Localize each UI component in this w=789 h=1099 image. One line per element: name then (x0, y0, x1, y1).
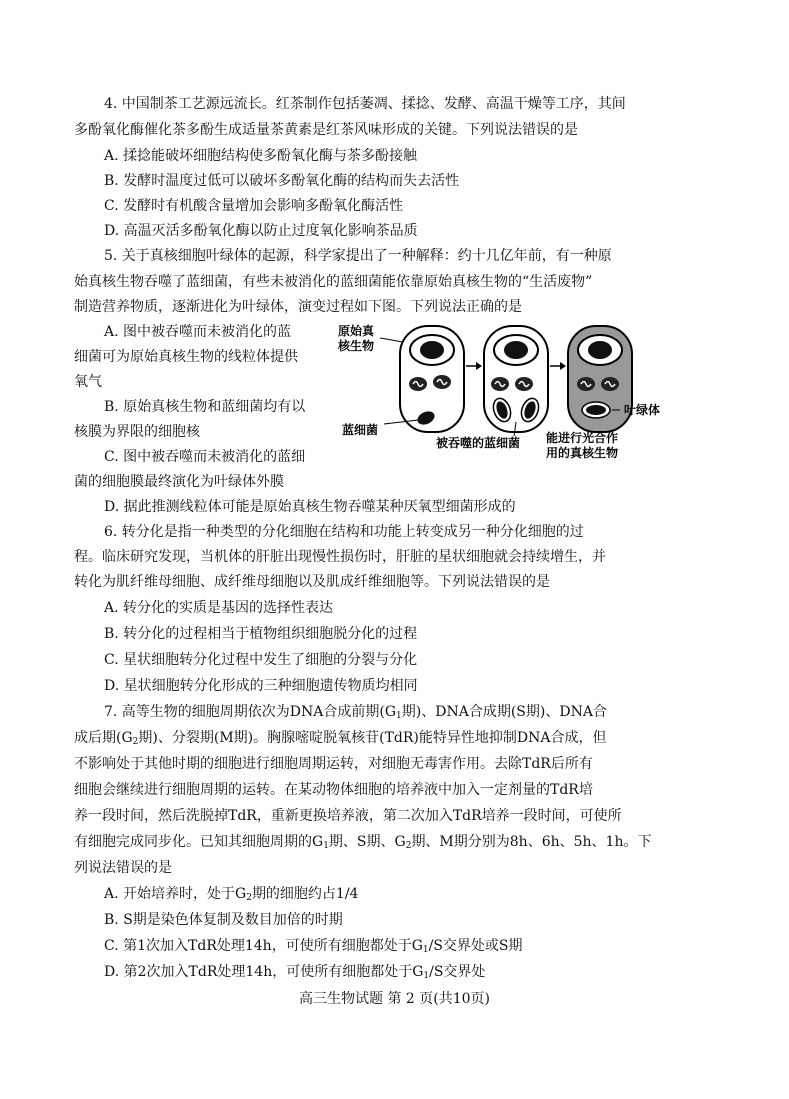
q5-option-b-line2: 核膜为界限的细胞核 (74, 424, 200, 440)
q7-stem-line6 (74, 832, 651, 856)
label-chloroplast: 叶绿体 (624, 403, 661, 417)
q5-stem-line2: 始真核生物吞噬了蓝细菌，有些未被消化的蓝细菌能依靠原始真核生物的“生活废物” (74, 274, 593, 290)
q5-option-c-line1: C. 图中被吞噬而未被消化的蓝细 (104, 449, 306, 465)
label-photosynthetic-line1: 能进行光合作 (546, 431, 619, 445)
q5-option-a-line1: A. 图中被吞噬而未被消化的蓝 (104, 324, 292, 340)
q5-option-a-line2: 细菌可为原始真核生物的线粒体提供 (74, 349, 298, 365)
q6-option-d: D. 星状细胞转分化形成的三种细胞遗传物质均相同 (104, 678, 418, 694)
label-cyanobacteria: 蓝细菌 (342, 423, 379, 437)
page-footer: 高三生物试题 第 2 页(共10页) (299, 991, 490, 1007)
arrow-2-head (560, 362, 566, 370)
q7-option-b: B. S期是染色体复制及数目加倍的时期 (104, 912, 343, 928)
q7-option-c-part1: C. 第1次加入TdR处理14h，可使所有细胞都处于G (104, 938, 423, 954)
q7-stem-line5: 养一段时间，然后洗脱掉TdR，重新更换培养液，第二次加入TdR培养一段时间，可使所 (74, 808, 622, 824)
q4-stem-line2: 多酚氧化酶催化茶多酚生成适量茶黄素是红茶风味形成的关键。下列说法错误的是 (74, 122, 578, 138)
q6-option-c: C. 星状细胞转分化过程中发生了细胞的分裂与分化 (104, 652, 418, 668)
q7-line2-part1: 成后期(G (74, 730, 133, 746)
q6-option-a: A. 转分化的实质是基因的选择性表达 (104, 600, 334, 616)
label-engulfed: 被吞噬的蓝细菌 (436, 436, 521, 450)
q7-line1-part2: 期)、DNA合成期(S期)、DNA合 (401, 704, 607, 720)
q4-stem-line1: 4. 中国制茶工艺源远流长。红茶制作包括萎凋、揉捻、发酵、高温干燥等工序，其间 (104, 96, 626, 112)
q7-line6-part3: 期、M期分别为8h、6h、5h、1h。下 (411, 834, 652, 850)
endosymbiosis-figure (334, 318, 696, 466)
q4-option-a: A. 揉捻能破坏细胞结构使多酚氧化酶与茶多酚接触 (104, 148, 418, 164)
subscript: 1 (423, 971, 430, 981)
q6-stem-line2: 程。临床研究发现，当机体的肝脏出现慢性损伤时，肝脏的星状细胞就会持续增生，并 (74, 549, 606, 565)
q7-line1-part1: 7. 高等生物的细胞周期依次为DNA合成前期(G (104, 704, 397, 720)
q4-option-c: C. 发酵时有机酸含量增加会影响多酚氧化酶活性 (104, 198, 404, 214)
engulfing-cell (484, 326, 548, 432)
q7-option-d (104, 962, 485, 986)
q4-option-b: B. 发酵时温度过低可以破坏多酚氧化酶的结构而失去活性 (104, 173, 460, 189)
q6-stem-line3: 转化为肌纤维母细胞、成纤维母细胞以及肌成纤维细胞等。下列说法错误的是 (74, 574, 550, 590)
q7-option-a (104, 884, 358, 908)
subscript: 1 (323, 841, 329, 851)
q7-stem-line2 (74, 728, 606, 752)
subscript: 2 (246, 893, 252, 903)
q7-option-d-part1: D. 第2次加入TdR处理14h，可使所有细胞都处于G (104, 964, 424, 980)
q7-stem-line3: 不影响处于其他时期的细胞进行细胞周期运转，对细胞无毒害作用。去除TdR后所有 (74, 756, 593, 772)
q7-line2-part2: 期)、分裂期(M期)。胸腺嘧啶脱氧核苷(TdR)能特异性地抑制DNA合成，但 (138, 730, 607, 746)
arrow-1-head (476, 362, 482, 370)
q5-option-a-line3: 氧气 (74, 374, 102, 390)
q5-stem-line1: 5. 关于真核细胞叶绿体的起源，科学家提出了一种解释：约十几亿年前，有一种原 (104, 248, 612, 264)
q7-stem-line1 (104, 702, 607, 726)
q7-stem-line4: 细胞会继续进行细胞周期的运转。在某动物体细胞的培养液中加入一定剂量的TdR培 (74, 782, 593, 798)
q4-option-d: D. 高温灭活多酚氧化酶以防止过度氧化影响茶品质 (104, 223, 418, 239)
q7-line6-part2: 期、S期、G (328, 834, 406, 850)
label-primitive-line1: 原始真 (338, 324, 375, 338)
label-photosynthetic-line2: 用的真核生物 (546, 446, 619, 460)
q5-option-d: D. 据此推测线粒体可能是原始真核生物吞噬某种厌氧型细菌形成的 (104, 499, 516, 515)
q7-option-a-part2: 期的细胞约占1/4 (251, 886, 359, 902)
subscript: 2 (132, 737, 139, 747)
q5-option-c-line2: 菌的细胞膜最终演化为叶绿体外膜 (74, 474, 284, 490)
q7-stem-line7: 列说法错误的是 (74, 860, 172, 876)
q5-option-b-line1: B. 原始真核生物和蓝细菌均有以 (104, 399, 306, 415)
q7-option-a-part1: A. 开始培养时，处于G (104, 886, 247, 902)
q7-option-d-part2: /S交界处 (429, 964, 486, 980)
subscript: 1 (396, 711, 402, 721)
q7-line6-part1: 有细胞完成同步化。已知其细胞周期的G (74, 834, 324, 850)
photosynthetic-eukaryote-cell (568, 326, 632, 432)
q7-option-c (104, 936, 523, 960)
q6-option-b: B. 转分化的过程相当于植物组织细胞脱分化的过程 (104, 626, 418, 642)
q7-option-c-part2: /S交界处或S期 (428, 938, 523, 954)
q6-stem-line1: 6. 转分化是指一种类型的分化细胞在结构和功能上转变成另一种分化细胞的过 (104, 524, 584, 540)
subscript: 2 (405, 841, 412, 851)
subscript: 1 (422, 945, 429, 955)
q5-stem-line3: 制造营养物质，逐渐进化为叶绿体，演变过程如下图。下列说法正确的是 (74, 299, 522, 315)
label-primitive-line2: 核生物 (338, 339, 375, 353)
